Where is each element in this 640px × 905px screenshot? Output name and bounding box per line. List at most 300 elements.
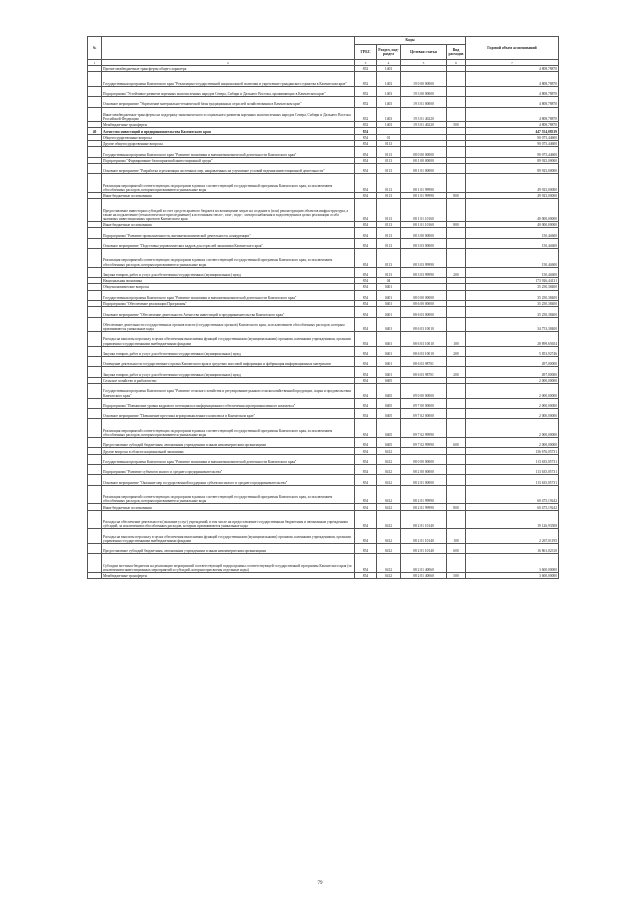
row-razdel: 0412 <box>377 504 401 510</box>
row-vid: 600 <box>447 438 466 448</box>
row-razdel: 0412 <box>377 572 401 578</box>
header-amount: Годовой объем ассигнований <box>466 37 559 60</box>
row-razdel: 0405 <box>377 377 401 383</box>
row-vid: 200 <box>447 267 466 277</box>
row-name: Освещение деятельности государственного органа Камчатского края в средствах массовой информации и фабрикация информационных материалов <box>102 357 355 367</box>
header-no: № <box>88 37 102 60</box>
row-vid <box>447 317 466 332</box>
row-vid <box>447 465 466 475</box>
row-amount: 49 925,00000 <box>466 192 559 198</box>
row-razdel: 1403 <box>377 66 401 72</box>
row-grbs: 854 <box>355 307 377 317</box>
row-razdel: 1403 <box>377 122 401 128</box>
row-razdel: 0412 <box>377 543 401 553</box>
row-amount: 4 808,78870 <box>466 66 559 72</box>
table-row <box>88 543 559 553</box>
row-razdel: 0113 <box>377 228 401 238</box>
header-vid: Вид расходов <box>447 45 466 60</box>
row-grbs: 852 <box>355 122 377 128</box>
row-razdel: 0113 <box>377 221 401 227</box>
row-name: Иные бюджетные ассигнования <box>102 221 355 227</box>
row-amount: 2 000,00000 <box>466 419 559 438</box>
row-celevaya: 08 2 01 99990 <box>401 485 447 504</box>
table-row <box>88 267 559 277</box>
row-vid <box>447 107 466 122</box>
row-razdel: 01 <box>377 134 401 140</box>
row-vid <box>447 384 466 399</box>
row-grbs: 854 <box>355 398 377 408</box>
row-number <box>88 475 102 485</box>
row-vid <box>447 199 466 222</box>
row-name: Предоставление инвесторам субсидий за счет средств краевого бюджета на возмещение затрат на создание и (или) реконструкцию объектов инфраструктуры, а также на подключение (технологическое присоединение) к источникам тепло-, газо-, водо-, электроснабжения и водоотведения в целях реализации особо значимых инвестиционных проектов Камчатского края <box>102 199 355 222</box>
row-razdel: 0401 <box>377 357 401 367</box>
table-row <box>88 228 559 238</box>
row-razdel: 0405 <box>377 409 401 419</box>
row-number <box>88 485 102 504</box>
row-grbs: 854 <box>355 485 377 504</box>
row-razdel: 0412 <box>377 485 401 504</box>
row-number <box>88 147 102 157</box>
row-name: Подпрограмма "Повышение уровня кадрового потенциала и информационного обеспечения агропромышленного комплекса" <box>102 398 355 408</box>
row-number <box>88 107 102 122</box>
row-name: Иные бюджетные ассигнования <box>102 504 355 510</box>
row-celevaya: 08 2 01 10140 <box>401 529 447 544</box>
row-number <box>88 174 102 193</box>
row-vid: 200 <box>447 367 466 377</box>
row-razdel: 0412 <box>377 448 401 454</box>
row-name: Закупка товаров, работ и услуг для обеспечения государственных (муниципальных) нужд <box>102 367 355 377</box>
table-row <box>88 86 559 96</box>
row-name: Государственная программа Камчатского края "Развитие экономики и внешнеэкономической деятельности Камчатского края" <box>102 147 355 157</box>
row-amount: 35 250,38400 <box>466 290 559 300</box>
row-name: Субсидии местным бюджетам на реализацию мероприятий соответствующей подпрограммы соответствующей государственной программы Камчатского края (за исключением инвестиционных мероприятий и субсидий, которым присвоены отдельные коды) <box>102 554 355 573</box>
table-row <box>88 332 559 347</box>
row-name: Основное мероприятие "Разработка и реализация системных мер, направленных на улучшение условий ведения инвестиционной деятельности" <box>102 163 355 173</box>
table-row <box>88 398 559 408</box>
row-razdel: 1403 <box>377 72 401 87</box>
row-celevaya: 08 6 03 10010 <box>401 317 447 332</box>
row-grbs: 854 <box>355 377 377 383</box>
row-vid: 100 <box>447 332 466 347</box>
colnum-4: 4 <box>377 60 401 66</box>
row-vid <box>447 398 466 408</box>
row-grbs: 854 <box>355 357 377 367</box>
row-name: Другие общегосударственные вопросы <box>102 140 355 146</box>
row-vid: 100 <box>447 529 466 544</box>
row-number <box>88 454 102 464</box>
row-razdel: 0113 <box>377 163 401 173</box>
colnum-2: 2 <box>102 60 355 66</box>
row-grbs: 854 <box>355 147 377 157</box>
row-razdel: 0412 <box>377 465 401 475</box>
row-name: Предоставление субсидий бюджетным, автономным учреждениям и иным некоммерческим организациям <box>102 438 355 448</box>
row-grbs: 854 <box>355 448 377 454</box>
row-amount: 2 000,00000 <box>466 438 559 448</box>
row-celevaya: 19 3 01 40220 <box>401 122 447 128</box>
row-razdel: 0113 <box>377 192 401 198</box>
row-vid <box>447 290 466 300</box>
table-row <box>88 346 559 356</box>
row-razdel: 0401 <box>377 346 401 356</box>
row-number <box>88 554 102 573</box>
row-amount: 19 126,93508 <box>466 510 559 529</box>
row-number <box>88 290 102 300</box>
row-amount: 35 250,38400 <box>466 307 559 317</box>
row-number <box>88 228 102 238</box>
row-grbs: 854 <box>355 409 377 419</box>
row-grbs: 854 <box>355 332 377 347</box>
row-grbs: 854 <box>355 221 377 227</box>
row-celevaya: 19 3 00 00000 <box>401 86 447 96</box>
row-name: Государственная программа Камчатского края "Развитие экономики и внешнеэкономической деятельности Камчатского края" <box>102 290 355 300</box>
row-amount: 4 808,78870 <box>466 107 559 122</box>
row-grbs: 854 <box>355 529 377 544</box>
row-celevaya: 09 7 00 00000 <box>401 398 447 408</box>
row-name: Расходы на выплаты персоналу в целях обеспечения выполнения функций государственными (муниципальными) органами, казенными учреждениями, органами управления государственными внебюджетными фондами <box>102 332 355 347</box>
row-amount: 89 925,00000 <box>466 157 559 163</box>
header-name <box>102 37 355 60</box>
row-amount: 28 899,65654 <box>466 332 559 347</box>
row-grbs: 854 <box>355 128 377 134</box>
table-row <box>88 510 559 529</box>
row-celevaya: 09 0 00 00000 <box>401 384 447 399</box>
row-razdel: 04 <box>377 277 401 283</box>
row-number <box>88 199 102 222</box>
row-celevaya: 09 7 02 00000 <box>401 409 447 419</box>
row-name: Межбюджетные трансферты <box>102 122 355 128</box>
row-number <box>88 307 102 317</box>
row-razdel: 0401 <box>377 284 401 290</box>
row-amount: 2 267,01195 <box>466 529 559 544</box>
row-amount: 60 475,19242 <box>466 504 559 510</box>
row-celevaya: 08 6 03 98701 <box>401 367 447 377</box>
row-celevaya: 08 2 01 00000 <box>401 475 447 485</box>
row-name: Государственная программа Камчатского края "Развитие сельского хозяйства и регулирование рынков сельскохозяйственной продукции, сырья и продовольствия Камчатского края" <box>102 384 355 399</box>
row-celevaya: 08 1 01 10160 <box>401 199 447 222</box>
row-celevaya: 08 1 01 10160 <box>401 221 447 227</box>
row-amount: 113 635,05731 <box>466 454 559 464</box>
row-vid <box>447 238 466 248</box>
row-celevaya: 08 0 00 00000 <box>401 147 447 157</box>
row-celevaya: 08 6 00 00000 <box>401 300 447 306</box>
row-vid <box>447 475 466 485</box>
row-name: Основное мероприятие "Обеспечение деятельности Агентства инвестиций и предпринимательства Камчатского края" <box>102 307 355 317</box>
colnum-7: 7 <box>466 60 559 66</box>
row-vid: 500 <box>447 572 466 578</box>
row-razdel: 0405 <box>377 419 401 438</box>
row-amount: 447 554,08319 <box>466 128 559 134</box>
row-amount: 90 075,44600 <box>466 147 559 157</box>
row-grbs: 854 <box>355 454 377 464</box>
row-celevaya: 08 2 01 40060 <box>401 554 447 573</box>
row-razdel: 1403 <box>377 107 401 122</box>
table-row <box>88 307 559 317</box>
row-razdel: 0113 <box>377 249 401 268</box>
row-number <box>88 249 102 268</box>
row-grbs: 852 <box>355 97 377 107</box>
row-vid: 600 <box>447 543 466 553</box>
row-amount: 4 808,78870 <box>466 86 559 96</box>
row-celevaya: 08 2 00 00000 <box>401 465 447 475</box>
row-name: Закупка товаров, работ и услуг для обеспечения государственных (муниципальных) нужд <box>102 346 355 356</box>
row-grbs: 854 <box>355 163 377 173</box>
table-row <box>88 475 559 485</box>
row-grbs: 854 <box>355 199 377 222</box>
row-celevaya: 08 2 01 10140 <box>401 510 447 529</box>
row-number <box>88 543 102 553</box>
row-vid <box>447 174 466 193</box>
table-row <box>88 249 559 268</box>
row-grbs: 854 <box>355 317 377 332</box>
budget-table <box>87 36 559 579</box>
table-row <box>88 454 559 464</box>
row-celevaya: 09 7 02 99990 <box>401 438 447 448</box>
row-celevaya: 08 3 03 00000 <box>401 238 447 248</box>
row-grbs: 852 <box>355 72 377 87</box>
row-name: Закупка товаров, работ и услуг для обеспечения государственных (муниципальных) нужд <box>102 267 355 277</box>
row-grbs: 854 <box>355 510 377 529</box>
colnum-1: 1 <box>88 60 102 66</box>
page-number: 79 <box>317 881 323 886</box>
row-name: Подпрограмма "Формирование благоприятной инвестиционной среды" <box>102 157 355 163</box>
row-grbs: 854 <box>355 367 377 377</box>
row-grbs: 854 <box>355 572 377 578</box>
row-name: Общеэкономические вопросы <box>102 284 355 290</box>
row-vid <box>447 97 466 107</box>
row-number: 40 <box>88 128 102 134</box>
row-grbs: 854 <box>355 238 377 248</box>
table-row <box>88 290 559 300</box>
row-name: Общегосударственные вопросы <box>102 134 355 140</box>
row-vid <box>447 454 466 464</box>
table-row <box>88 485 559 504</box>
row-celevaya: 08 2 01 40060 <box>401 572 447 578</box>
row-number <box>88 346 102 356</box>
row-vid <box>447 554 466 573</box>
row-number <box>88 72 102 87</box>
row-vid <box>447 249 466 268</box>
row-grbs: 854 <box>355 554 377 573</box>
row-number <box>88 163 102 173</box>
row-grbs: 854 <box>355 134 377 140</box>
row-name: Реализация мероприятий соответствующих подпрограмм в рамках соответствующей государственной программы Камчатского края, за исключением обособленных расходов, которым присваиваются уникальные коды <box>102 249 355 268</box>
row-amount: 90 075,44600 <box>466 140 559 146</box>
row-amount: 497,00000 <box>466 367 559 377</box>
row-number <box>88 86 102 96</box>
row-number <box>88 384 102 399</box>
table-row <box>88 367 559 377</box>
row-razdel: 0113 <box>377 199 401 222</box>
row-number <box>88 398 102 408</box>
row-amount: 60 475,19242 <box>466 485 559 504</box>
table-row <box>88 238 559 248</box>
row-grbs: 854 <box>355 346 377 356</box>
row-amount: 173 926,44131 <box>466 277 559 283</box>
row-name: Предоставление субсидий бюджетным, автономным учреждениям и иным некоммерческим организациям <box>102 543 355 553</box>
row-name: Прочие межбюджетные трансферты общего характера <box>102 66 355 72</box>
row-celevaya: 08 6 03 00000 <box>401 307 447 317</box>
row-grbs: 854 <box>355 300 377 306</box>
row-number <box>88 419 102 438</box>
row-name: Основное мероприятие "Повышение престижа агропромышленного комплекса в Камчатском крае" <box>102 409 355 419</box>
row-razdel: 1403 <box>377 86 401 96</box>
row-name: Основное мероприятие "Подготовка управленческих кадров для отраслей экономики Камчатского края" <box>102 238 355 248</box>
row-name: Подпрограмма "Устойчивое развитие коренных малочисленных народов Севера, Сибири и Дальнего Востока, проживающих в Камчатском крае" <box>102 86 355 96</box>
row-name: Подпрограмма "Развитие промышленности, внешнеэкономической деятельности, конкуренции" <box>102 228 355 238</box>
row-celevaya: 08 2 01 99990 <box>401 504 447 510</box>
row-vid: 500 <box>447 122 466 128</box>
row-grbs: 854 <box>355 543 377 553</box>
table-row <box>88 572 559 578</box>
row-amount: 3 600,00000 <box>466 554 559 573</box>
row-razdel: 0401 <box>377 332 401 347</box>
row-razdel: 0405 <box>377 438 401 448</box>
row-amount: 4 808,78870 <box>466 97 559 107</box>
row-celevaya: 08 6 03 10010 <box>401 332 447 347</box>
row-grbs: 854 <box>355 267 377 277</box>
row-vid <box>447 163 466 173</box>
row-number <box>88 238 102 248</box>
row-razdel: 0412 <box>377 554 401 573</box>
row-amount: 40 000,00000 <box>466 199 559 222</box>
row-vid <box>447 485 466 504</box>
row-celevaya: 19 3 01 40220 <box>401 107 447 122</box>
row-grbs: 852 <box>355 86 377 96</box>
row-vid: 200 <box>447 346 466 356</box>
row-razdel: 0412 <box>377 454 401 464</box>
colnum-5: 5 <box>401 60 447 66</box>
row-amount: 150,44600 <box>466 238 559 248</box>
row-amount: 16 861,02310 <box>466 543 559 553</box>
row-amount: 3 600,00000 <box>466 572 559 578</box>
table-row <box>88 163 559 173</box>
colnum-6: 6 <box>447 60 466 66</box>
row-grbs: 854 <box>355 419 377 438</box>
row-razdel: 0113 <box>377 140 401 146</box>
row-amount: 35 250,38400 <box>466 300 559 306</box>
row-amount: 40 000,00000 <box>466 221 559 227</box>
row-razdel: 0412 <box>377 475 401 485</box>
row-name: Расходы на обеспечение деятельности (оказание услуг) учреждений, в том числе на предоставление государственным бюджетным и автономным учреждениям субсидий, за исключением обособленных расходов, которым присваиваются уникальные коды <box>102 510 355 529</box>
row-celevaya: 09 7 02 99990 <box>401 419 447 438</box>
row-vid <box>447 510 466 529</box>
row-grbs: 854 <box>355 438 377 448</box>
table-row <box>88 409 559 419</box>
row-name: Основное мероприятие "Оказание мер государственной поддержки субъектам малого и среднего предпринимательства" <box>102 475 355 485</box>
table-row <box>88 357 559 367</box>
row-amount: 497,00000 <box>466 357 559 367</box>
row-grbs: 854 <box>355 384 377 399</box>
row-vid <box>447 419 466 438</box>
row-vid <box>447 307 466 317</box>
table-row <box>88 554 559 573</box>
row-celevaya: 08 3 00 00000 <box>401 228 447 238</box>
row-razdel: 1403 <box>377 97 401 107</box>
row-razdel: 0113 <box>377 157 401 163</box>
table-row <box>88 199 559 222</box>
row-vid <box>447 147 466 157</box>
row-amount: 113 635,05731 <box>466 475 559 485</box>
row-name: Иные межбюджетные трансферты на поддержку экономического и социального развития коренных малочисленных народов Севера, Сибири и Дальнего Востока Российской Федерации <box>102 107 355 122</box>
row-razdel: 0113 <box>377 174 401 193</box>
row-grbs: 854 <box>355 140 377 146</box>
header-razdel: Раздел, под-раздел <box>377 45 401 60</box>
row-celevaya: 08 3 03 99990 <box>401 267 447 277</box>
row-name: Государственная программа Камчатского края "Реализация государственной национальной политики и укрепление гражданского единства в Камчатском крае" <box>102 72 355 87</box>
row-grbs: 854 <box>355 157 377 163</box>
row-amount: 34 753,38400 <box>466 317 559 332</box>
row-name: Реализация мероприятий соответствующих подпрограмм в рамках соответствующей государственной программы Камчатского края, за исключением обособленных расходов, которым присваиваются уникальные коды <box>102 419 355 438</box>
row-celevaya: 08 6 03 10010 <box>401 346 447 356</box>
row-grbs: 854 <box>355 277 377 283</box>
row-grbs: 854 <box>355 284 377 290</box>
table-row <box>88 107 559 122</box>
row-grbs: 854 <box>355 475 377 485</box>
row-grbs: 854 <box>355 228 377 238</box>
row-amount: 2 000,00000 <box>466 377 559 383</box>
row-name: Государственная программа Камчатского края "Развитие экономики и внешнеэкономической деятельности Камчатского края" <box>102 454 355 464</box>
row-razdel: 0401 <box>377 367 401 377</box>
row-name: Агентство инвестиций и предпринимательства Камчатского края <box>102 128 355 134</box>
row-name: Основное мероприятие "Укрепление материально-технической базы традиционных отраслей хозяйствования в Камчатском крае" <box>102 97 355 107</box>
row-vid: 800 <box>447 221 466 227</box>
row-amount: 5 853,92746 <box>466 346 559 356</box>
row-amount: 90 075,44600 <box>466 134 559 140</box>
row-number <box>88 438 102 448</box>
row-amount: 150,44600 <box>466 267 559 277</box>
row-number <box>88 317 102 332</box>
row-vid <box>447 357 466 367</box>
row-number <box>88 465 102 475</box>
header-celevaya: Целевая статья <box>401 45 447 60</box>
row-grbs: 854 <box>355 290 377 300</box>
row-number <box>88 409 102 419</box>
row-celevaya: 08 6 03 98701 <box>401 357 447 367</box>
row-amount: 150,44600 <box>466 228 559 238</box>
row-grbs: 852 <box>355 66 377 72</box>
table-row <box>88 529 559 544</box>
row-amount: 113 635,05731 <box>466 465 559 475</box>
row-vid <box>447 228 466 238</box>
row-grbs: 854 <box>355 504 377 510</box>
row-name: Подпрограмма "Обеспечение реализации Программы" <box>102 300 355 306</box>
row-celevaya: 08 3 03 99990 <box>401 249 447 268</box>
row-grbs: 854 <box>355 465 377 475</box>
table-row <box>88 384 559 399</box>
row-razdel: 0113 <box>377 267 401 277</box>
row-razdel: 0405 <box>377 398 401 408</box>
row-name: Реализация мероприятий соответствующих подпрограмм в рамках соответствующей государственной программы Камчатского края, за исключением обособленных расходов, которым присваиваются уникальные коды <box>102 174 355 193</box>
row-grbs: 854 <box>355 192 377 198</box>
row-celevaya: 08 1 00 00000 <box>401 157 447 163</box>
row-name: Подпрограмма "Развитие субъектов малого и среднего предпринимательства" <box>102 465 355 475</box>
row-celevaya: 19 3 01 00000 <box>401 97 447 107</box>
row-name: Обеспечение деятельности государственных органов власти (государственных органов) Камчатского края, за исключением обособленных расходов, которым присваиваются уникальные коды <box>102 317 355 332</box>
row-razdel: 0401 <box>377 317 401 332</box>
table-row <box>88 97 559 107</box>
row-name: Расходы на выплаты персоналу в целях обеспечения выполнения функций государственными (муниципальными) органами, казенными учреждениями, органами управления государственными внебюджетными фондами <box>102 529 355 544</box>
colnum-3: 3 <box>355 60 377 66</box>
row-number <box>88 529 102 544</box>
row-amount: 150,44600 <box>466 249 559 268</box>
row-number <box>88 332 102 347</box>
row-amount: 4 808,78870 <box>466 72 559 87</box>
row-amount: 89 925,00000 <box>466 163 559 173</box>
row-celevaya: 08 0 00 00000 <box>401 454 447 464</box>
row-amount: 2 000,00000 <box>466 409 559 419</box>
row-vid <box>447 409 466 419</box>
row-amount: 2 000,00000 <box>466 398 559 408</box>
